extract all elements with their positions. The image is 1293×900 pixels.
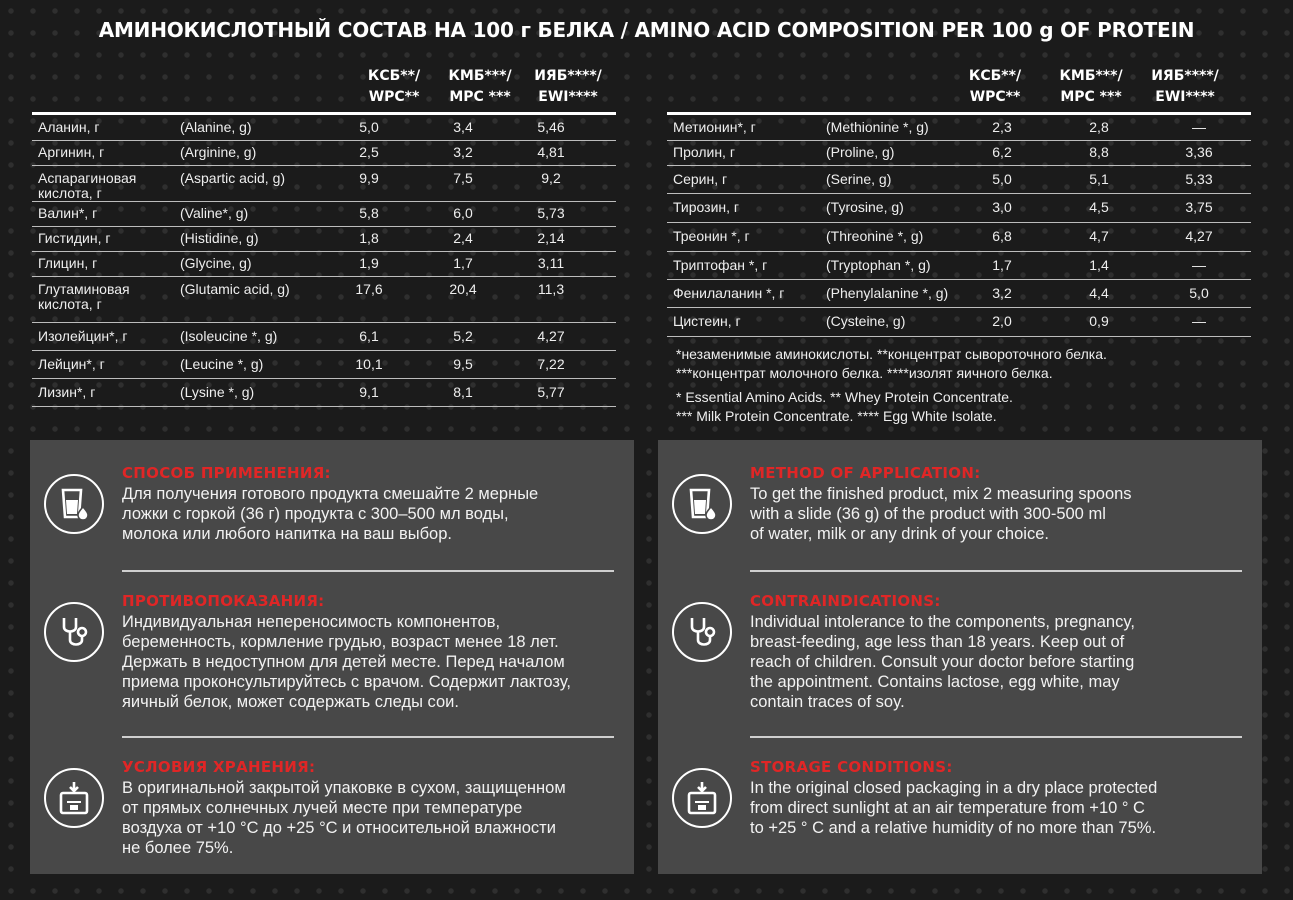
section-text <box>122 612 571 712</box>
value-ewi: 5,73 <box>537 205 565 221</box>
table-row <box>32 322 616 351</box>
value-ewi: — <box>1192 313 1206 329</box>
amino-name-en: (Serine, g) <box>826 171 892 187</box>
value-ewi: — <box>1192 119 1206 135</box>
value-wpc: 2,5 <box>359 144 379 160</box>
table-header <box>32 62 616 115</box>
section-text-line: to +25 ° C and a relative humidity of no more than 75%. <box>750 819 1157 837</box>
table-row <box>667 222 1251 252</box>
value-ewi: 4,81 <box>537 144 565 160</box>
amino-name-en: (Histidine, g) <box>180 230 259 246</box>
section-text-line: the appointment. Contains lactose, egg white, may <box>750 673 1120 691</box>
value-wpc: 1,9 <box>359 255 379 271</box>
value-mpc: 7,5 <box>453 170 473 186</box>
value-mpc: 0,9 <box>1089 313 1109 329</box>
shaker-icon <box>672 474 732 534</box>
value-ewi: 9,2 <box>541 170 561 186</box>
value-ewi: 11,3 <box>537 281 565 297</box>
value-wpc: 5,8 <box>359 205 379 221</box>
col-header-ewi: ИЯБ****/ EWI**** <box>1151 68 1219 105</box>
amino-name-ru: Лейцин*, г <box>38 356 105 372</box>
page-title: АМИНОКИСЛОТНЫЙ СОСТАВ НА 100 г БЕЛКА / AMINO ACID COMPOSITION PER 100 g OF PROTEIN <box>98 18 1195 42</box>
amino-name-ru: Глутаминовая кислота, г <box>38 281 130 312</box>
info-section <box>30 592 634 712</box>
section-heading: STORAGE CONDITIONS: <box>750 758 953 776</box>
footnote-ru-1: *незаменимые аминокислоты. **концентрат сывороточного белка. <box>676 346 1107 362</box>
value-wpc: 3,0 <box>992 199 1012 215</box>
value-ewi: — <box>1192 257 1206 273</box>
footnote-en-1: * Essential Amino Acids. ** Whey Protein Concentrate. <box>676 389 1013 405</box>
value-wpc: 6,1 <box>359 328 379 344</box>
value-ewi: 7,22 <box>537 356 565 372</box>
section-heading: METHOD OF APPLICATION: <box>750 464 981 482</box>
value-mpc: 1,7 <box>453 255 473 271</box>
value-wpc: 2,3 <box>992 119 1012 135</box>
section-text-line: Индивидуальная непереносимость компонентов, <box>122 613 501 631</box>
amino-name-ru: Пролин, г <box>673 144 735 160</box>
value-wpc: 3,2 <box>992 285 1012 301</box>
value-mpc: 3,2 <box>453 144 473 160</box>
amino-name-ru: Метионин*, г <box>673 119 756 135</box>
section-text-line: In the original closed packaging in a dry place protected <box>750 779 1158 797</box>
value-mpc: 20,4 <box>449 281 477 297</box>
info-section <box>30 758 634 878</box>
info-section <box>658 758 1262 878</box>
section-text-line: Держать в недоступном для детей месте. Перед началом <box>122 653 565 671</box>
info-section <box>658 464 1262 584</box>
value-wpc: 1,7 <box>992 257 1012 273</box>
value-wpc: 5,0 <box>992 171 1012 187</box>
col-header-ewi: ИЯБ****/ EWI**** <box>534 68 602 105</box>
section-divider <box>122 736 614 738</box>
section-text-line: To get the finished product, mix 2 measuring spoons <box>750 485 1132 503</box>
value-mpc: 4,7 <box>1089 228 1109 244</box>
section-text-line: Individual intolerance to the components, pregnancy, <box>750 613 1135 631</box>
col-header-wpc: КСБ**/ WPC** <box>367 68 421 105</box>
value-mpc: 2,4 <box>453 230 473 246</box>
value-wpc: 2,0 <box>992 313 1012 329</box>
section-text-line: Для получения готового продукта смешайте 2 мерные <box>122 485 539 503</box>
value-ewi: 5,0 <box>1189 285 1209 301</box>
table-row <box>32 201 616 227</box>
value-wpc: 9,1 <box>359 384 379 400</box>
amino-name-ru: Лизин*, г <box>38 384 96 400</box>
section-text-line: from direct sunlight at an air temperature from +10 ° C <box>750 799 1145 817</box>
amino-name-ru: Гистидин, г <box>38 230 111 246</box>
amino-name-en: (Methionine *, g) <box>826 119 929 135</box>
section-text-line: breast-feeding, age less than 18 years. Keep out of <box>750 633 1125 651</box>
amino-name-en: (Alanine, g) <box>180 119 252 135</box>
shaker-icon <box>44 474 104 534</box>
amino-name-ru: Триптофан *, г <box>673 257 768 273</box>
table-row <box>32 140 616 166</box>
amino-name-ru: Треонин *, г <box>673 228 750 244</box>
table-row <box>667 115 1251 141</box>
value-wpc: 5,0 <box>359 119 379 135</box>
section-text-line: беременность, кормление грудью, возраст менее 18 лет. <box>122 633 559 651</box>
value-mpc: 2,8 <box>1089 119 1109 135</box>
value-wpc: 10,1 <box>355 356 383 372</box>
section-text-line: не более 75%. <box>122 839 234 857</box>
value-ewi: 4,27 <box>537 328 565 344</box>
table-row <box>32 226 616 252</box>
amino-name-ru: Цистеин, г <box>673 313 741 329</box>
amino-name-en: (Tryptophan *, g) <box>826 257 931 273</box>
value-mpc: 5,1 <box>1089 171 1109 187</box>
table-header <box>667 62 1251 115</box>
section-text <box>750 778 1157 838</box>
section-text-line: of water, milk or any drink of your choice. <box>750 525 1049 543</box>
table-row <box>32 276 616 323</box>
info-panel-en <box>658 440 1262 874</box>
amino-name-ru: Аланин, г <box>38 119 100 135</box>
value-mpc: 1,4 <box>1089 257 1109 273</box>
amino-name-ru: Изолейцин*, г <box>38 328 128 344</box>
footnote-ru-2: ***концентрат молочного белка. ****изолят яичного белка. <box>676 365 1053 381</box>
info-section <box>30 464 634 584</box>
section-text <box>750 484 1132 544</box>
amino-name-ru: Аспарагиновая кислота, г <box>38 170 137 201</box>
storage-box-icon <box>44 768 104 828</box>
section-text-line: contain traces of soy. <box>750 693 905 711</box>
amino-name-en: (Cysteine, g) <box>826 313 906 329</box>
amino-name-en: (Lysine *, g) <box>180 384 255 400</box>
amino-table-left <box>32 62 616 432</box>
section-heading: ПРОТИВОПОКАЗАНИЯ: <box>122 592 325 610</box>
amino-name-en: (Leucine *, g) <box>180 356 264 372</box>
amino-name-en: (Threonine *, g) <box>826 228 924 244</box>
table-row <box>32 251 616 277</box>
value-ewi: 5,46 <box>537 119 565 135</box>
section-text-line: от прямых солнечных лучей месте при температуре <box>122 799 523 817</box>
value-ewi: 3,11 <box>537 255 565 271</box>
table-row <box>667 279 1251 308</box>
section-divider <box>750 736 1242 738</box>
value-mpc: 5,2 <box>453 328 473 344</box>
section-text-line: приема проконсультируйтесь с врачом. Содержит лактозу, <box>122 673 571 691</box>
section-heading: УСЛОВИЯ ХРАНЕНИЯ: <box>122 758 316 776</box>
amino-name-en: (Tyrosine, g) <box>826 199 904 215</box>
value-mpc: 6,0 <box>453 205 473 221</box>
value-ewi: 3,36 <box>1185 144 1213 160</box>
value-ewi: 5,33 <box>1185 171 1213 187</box>
info-panel-ru <box>30 440 634 874</box>
col-header-wpc: КСБ**/ WPC** <box>968 68 1022 105</box>
table-row <box>667 165 1251 194</box>
info-section <box>658 592 1262 712</box>
stethoscope-icon <box>44 602 104 662</box>
amino-name-ru: Валин*, г <box>38 205 98 221</box>
section-text-line: reach of children. Consult your doctor before starting <box>750 653 1135 671</box>
value-ewi: 3,75 <box>1185 199 1213 215</box>
value-mpc: 3,4 <box>453 119 473 135</box>
section-text-line: воздуха от +10 °С до +25 °С и относительной влажности <box>122 819 556 837</box>
value-ewi: 4,27 <box>1185 228 1213 244</box>
section-divider <box>122 570 614 572</box>
table-row <box>667 251 1251 280</box>
amino-name-en: (Valine*, g) <box>180 205 249 221</box>
table-row <box>32 350 616 379</box>
amino-name-ru: Тирозин, г <box>673 199 740 215</box>
amino-name-en: (Arginine, g) <box>180 144 257 160</box>
value-wpc: 6,8 <box>992 228 1012 244</box>
amino-name-ru: Глицин, г <box>38 255 98 271</box>
amino-name-ru: Фенилаланин *, г <box>673 285 785 301</box>
amino-name-ru: Серин, г <box>673 171 728 187</box>
amino-name-en: (Glutamic acid, g) <box>180 281 290 297</box>
value-wpc: 9,9 <box>359 170 379 186</box>
footnote-en-2: *** Milk Protein Concentrate. **** Egg White Isolate. <box>676 408 997 424</box>
section-text <box>122 484 538 544</box>
amino-name-en: (Glycine, g) <box>180 255 252 271</box>
section-divider <box>750 570 1242 572</box>
col-header-mpc: КМБ***/ MPC *** <box>1059 68 1123 105</box>
section-text <box>122 778 566 858</box>
value-wpc: 1,8 <box>359 230 379 246</box>
table-row <box>667 307 1251 337</box>
amino-name-en: (Isoleucine *, g) <box>180 328 278 344</box>
stethoscope-icon <box>672 602 732 662</box>
section-text <box>750 612 1135 712</box>
amino-name-en: (Proline, g) <box>826 144 895 160</box>
table-row <box>32 115 616 141</box>
table-row <box>667 140 1251 166</box>
section-text-line: ложки с горкой (36 г) продукта с 300–500 мл воды, <box>122 505 509 523</box>
section-text-line: яичный белок, может содержать следы сои. <box>122 693 459 711</box>
table-row <box>32 165 616 202</box>
value-ewi: 2,14 <box>537 230 565 246</box>
table-row <box>32 378 616 407</box>
section-text-line: молока или любого напитка на ваш выбор. <box>122 525 452 543</box>
amino-name-en: (Aspartic acid, g) <box>180 170 286 186</box>
value-mpc: 4,5 <box>1089 199 1109 215</box>
value-wpc: 17,6 <box>355 281 383 297</box>
table-row <box>667 193 1251 223</box>
section-heading: CONTRAINDICATIONS: <box>750 592 941 610</box>
col-header-mpc: КМБ***/ MPC *** <box>448 68 512 105</box>
value-mpc: 9,5 <box>453 356 473 372</box>
value-ewi: 5,77 <box>537 384 565 400</box>
value-mpc: 8,1 <box>453 384 473 400</box>
section-heading: СПОСОБ ПРИМЕНЕНИЯ: <box>122 464 331 482</box>
amino-name-ru: Аргинин, г <box>38 144 105 160</box>
value-mpc: 8,8 <box>1089 144 1109 160</box>
amino-table-right <box>667 62 1251 344</box>
amino-name-en: (Phenylalanine *, g) <box>826 285 949 301</box>
section-text-line: В оригинальной закрытой упаковке в сухом, защищенном <box>122 779 566 797</box>
value-wpc: 6,2 <box>992 144 1012 160</box>
section-text-line: with a slide (36 g) of the product with 300-500 ml <box>750 505 1106 523</box>
value-mpc: 4,4 <box>1089 285 1109 301</box>
storage-box-icon <box>672 768 732 828</box>
